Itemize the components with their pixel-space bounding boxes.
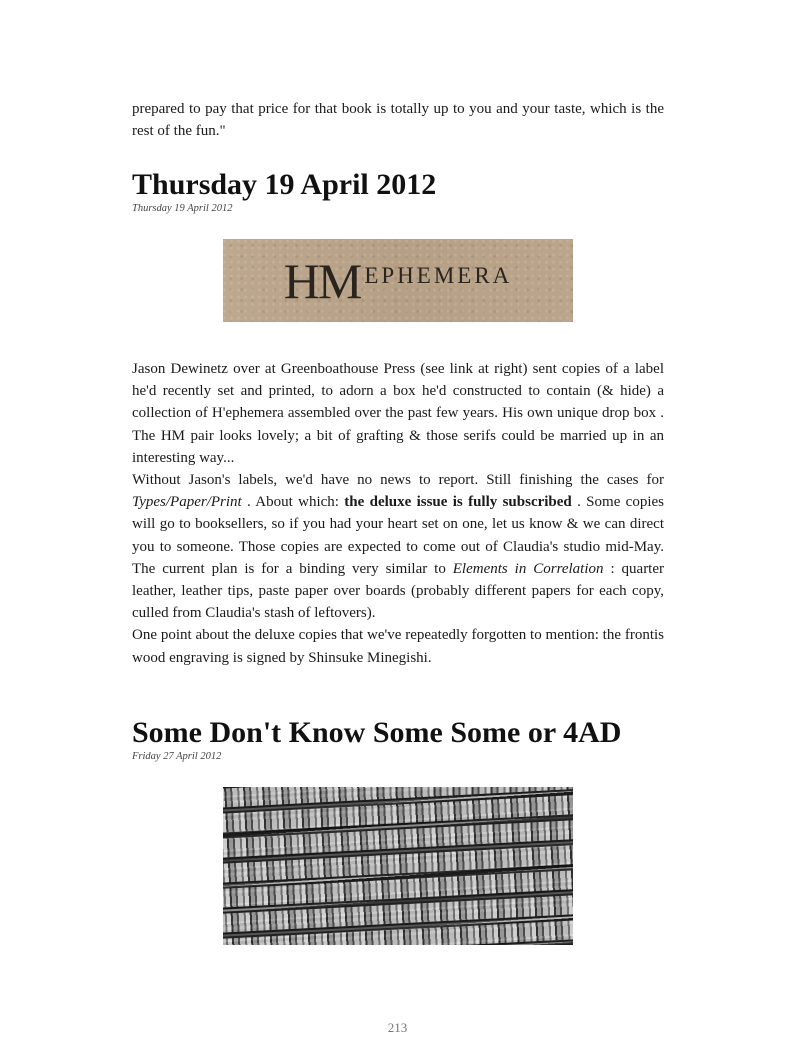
intro-paragraph-block: [132, 98, 664, 142]
post-paragraph-3: One point about the deluxe copies that we've repeatedly forgotten to mention: the frontis wood engraving is signed by Shinsuke Minegishi.: [132, 627, 664, 666]
post-title: Thursday 19 April 2012: [132, 168, 437, 201]
logo-ephemera-text: EPHEMERA: [364, 262, 513, 288]
text-run: . About which:: [241, 494, 345, 511]
text-run: Without Jason's labels, we'd have no news to report. Still finishing the cases for: [132, 472, 664, 489]
post-date: Friday 27 April 2012: [132, 751, 222, 762]
logo-hm-text: HM: [283, 252, 361, 309]
type-rows-texture: [223, 787, 573, 945]
book-title-elements-in-correlation: Elements in Correlation: [452, 560, 604, 577]
bold-announcement: the deluxe issue is fully subscribed: [344, 494, 572, 511]
book-title-types-paper-print: Types/Paper/Print: [132, 494, 242, 511]
intro-paragraph: prepared to pay that price for that book is totally up to you and your taste, which is the rest of the fun.": [132, 101, 664, 140]
post-paragraph-1: Jason Dewinetz over at Greenboathouse Press (see link at right) sent copies of a label he'd recently set and printed, to adorn a box he'd constructed to contain (& hide) a collection of H'ephemera assembled over the past few years. His own unique drop box . The HM pair looks lovely; a bit of grafting & those serifs could be married up in an interesting way...: [132, 361, 664, 466]
metal-type-photo: [223, 787, 573, 945]
text-run: : quarter leather, leather tips, paste paper over boards (probably different papers for each copy, culled from Claudia's stash of leftovers).: [132, 560, 665, 622]
post-title: Some Don't Know Some Some or 4AD: [132, 716, 622, 749]
hm-ephemera-logo-image: [223, 239, 573, 322]
page-number: 213: [387, 1020, 408, 1035]
post-date: Thursday 19 April 2012: [132, 203, 233, 214]
post-paragraph-2: [132, 469, 664, 624]
post-body: [132, 358, 664, 669]
text-run: . Some copies will go to booksellers, so if you had your heart set on one, let us know & we can direct you to someone. Those copies are expected to come out of Claudia's studio mid-May. The current plan is for a binding very similar to: [132, 494, 664, 577]
